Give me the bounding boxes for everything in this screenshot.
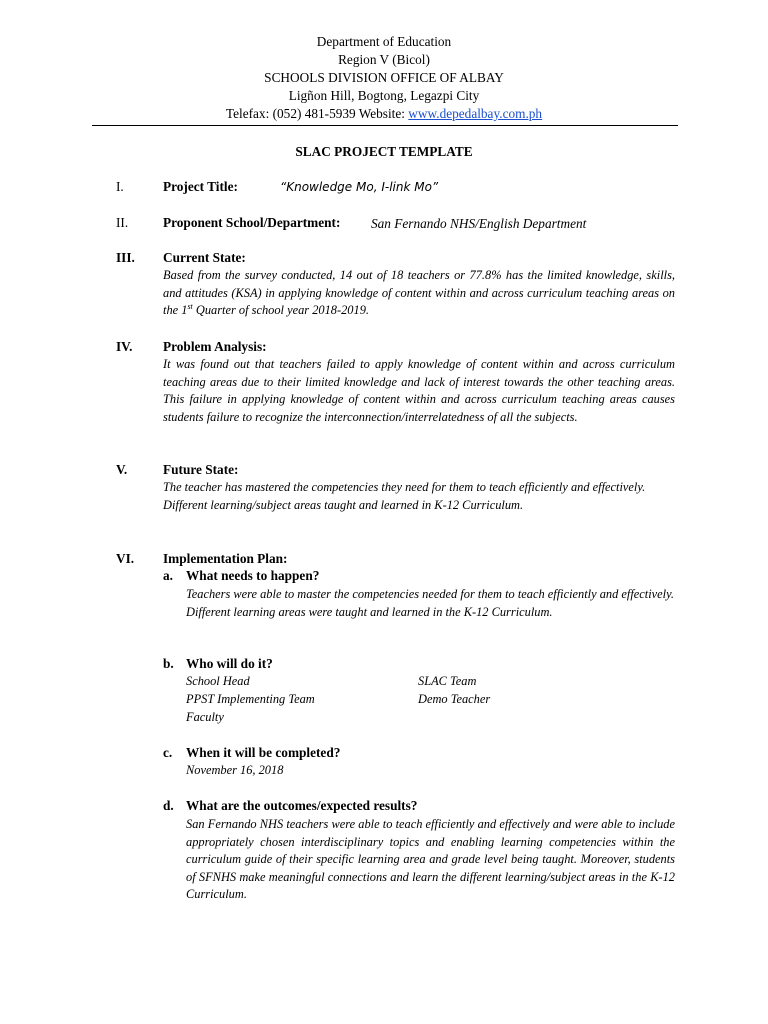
completion-date: November 16, 2018 bbox=[186, 763, 284, 777]
subsection-a-question: What needs to happen? bbox=[186, 568, 320, 583]
section-4-number: IV. bbox=[116, 339, 133, 354]
subsection-c-question: When it will be completed? bbox=[186, 745, 341, 760]
subsection-d-text bbox=[186, 816, 675, 904]
subsection-b-question: Who will do it? bbox=[186, 656, 273, 671]
subsection-a-paragraph-2: Different learning areas were taught and learned in the K-12 Curriculum. bbox=[186, 604, 553, 619]
section-4-label: Problem Analysis: bbox=[163, 339, 267, 354]
expected-results-paragraph: San Fernando NHS teachers were able to teach efficiently and effectively and were able to include appropriately chosen interdisciplinary topics and enabling learning competencies within the curriculum guide of their specific learning area and grade level being taught. Moreover, students of SFNHS make meaningful connections and learn the different learning/subject areas in the K-12 Curriculum. bbox=[186, 817, 675, 902]
letterhead bbox=[0, 33, 768, 123]
header-division-office: SCHOOLS DIVISION OFFICE OF ALBAY bbox=[264, 70, 504, 85]
problem-analysis-paragraph: It was found out that teachers failed to apply knowledge of content within and across curriculum teaching areas due to their limited knowledge and lack of interest towards the other teaching areas. This failure in applying knowledge of content within and across curriculum teaching areas causes students failure to recognize the interconnection/interrelatedness of all the subjects. bbox=[163, 357, 675, 424]
project-title-value: “Knowledge Mo, I-link Mo” bbox=[280, 180, 439, 194]
subsection-a-text bbox=[186, 586, 675, 621]
section-6-label: Implementation Plan: bbox=[163, 551, 288, 566]
responsible-faculty: Faculty bbox=[186, 710, 224, 724]
header-divider bbox=[92, 125, 678, 126]
section-3-label: Current State: bbox=[163, 250, 246, 265]
responsible-demo-teacher: Demo Teacher bbox=[418, 692, 491, 706]
subsection-a-letter: a. bbox=[163, 568, 173, 583]
section-6-number: VI. bbox=[116, 551, 135, 566]
subsection-a-paragraph-1: Teachers were able to master the competencies needed for them to teach efficiently and effectively. bbox=[186, 587, 675, 601]
subsection-b-letter: b. bbox=[163, 656, 174, 671]
current-state-superscript: st bbox=[187, 302, 193, 312]
current-state-text-end: Quarter of school year 2018-2019. bbox=[192, 303, 369, 318]
current-state-text-main: Based from the survey conducted, 14 out of 18 teachers or 77.8% has the limited knowledge, skills, and attitudes (KSA) in applying knowledge of content within and across curriculum teaching areas on the 1 bbox=[163, 268, 675, 318]
responsible-school-head: School Head bbox=[186, 674, 250, 688]
document-title: SLAC PROJECT TEMPLATE bbox=[295, 144, 473, 159]
subsection-c-letter: c. bbox=[163, 745, 173, 760]
future-state-paragraph-1: The teacher has mastered the competencies they need for them to teach efficiently and effectively. bbox=[163, 480, 646, 494]
problem-analysis-text bbox=[163, 356, 675, 426]
header-telefax: Telefax: (052) 481-5939 Website: bbox=[225, 106, 409, 121]
header-department: Department of Education bbox=[316, 34, 452, 49]
section-3-number: III. bbox=[116, 250, 135, 265]
section-1-number: I. bbox=[116, 179, 124, 194]
section-2-label: Proponent School/Department: bbox=[163, 215, 341, 230]
header-address: Ligñon Hill, Bogtong, Legazpi City bbox=[288, 88, 480, 103]
future-state-paragraph-2: Different learning/subject areas taught and learned in K-12 Curriculum. bbox=[163, 497, 524, 512]
future-state-text bbox=[163, 479, 675, 514]
section-5-number: V. bbox=[116, 462, 128, 477]
website-link[interactable]: www.depedalbay.com.ph bbox=[408, 106, 543, 121]
section-2-number: II. bbox=[116, 215, 129, 230]
responsible-ppst-team: PPST Implementing Team bbox=[186, 692, 315, 706]
responsible-slac-team: SLAC Team bbox=[418, 674, 477, 688]
subsection-d-letter: d. bbox=[163, 798, 174, 813]
subsection-d-question: What are the outcomes/expected results? bbox=[186, 798, 418, 813]
section-1-label: Project Title: bbox=[163, 179, 238, 194]
header-contact-line bbox=[0, 105, 768, 123]
header-region: Region V (Bicol) bbox=[338, 52, 430, 67]
current-state-text bbox=[163, 267, 675, 320]
section-5-label: Future State: bbox=[163, 462, 239, 477]
proponent-value: San Fernando NHS/English Department bbox=[371, 216, 587, 231]
